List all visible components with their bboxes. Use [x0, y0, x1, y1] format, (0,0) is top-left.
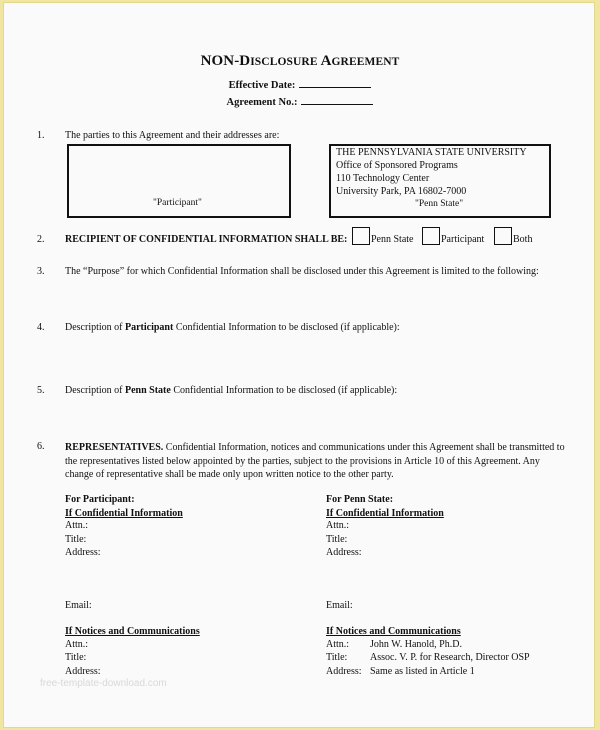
pennstate-notices-address-label: Address: [326, 666, 362, 677]
section-1-text: The parties to this Agreement and their addresses are: [65, 130, 280, 141]
pennstate-line-4: University Park, PA 16802-7000 [336, 186, 467, 197]
penn-state-checkbox-label: Penn State [371, 234, 414, 245]
participant-notices-heading: If Notices and Communications [65, 626, 200, 637]
agreement-no-line: Agreement No.: [0, 95, 600, 108]
participant-notices-attn-label: Attn.: [65, 639, 89, 650]
section-1-number: 1. [37, 130, 45, 141]
pennstate-box-label: "Penn State" [415, 199, 464, 209]
agreement-no-blank[interactable] [301, 95, 373, 105]
pennstate-attn-label: Attn.: [326, 520, 350, 531]
participant-confidential-heading: If Confidential Information [65, 508, 183, 519]
pennstate-notices-attn-label: Attn.: [326, 639, 350, 650]
both-checkbox-label: Both [513, 234, 533, 245]
pennstate-notices-attn-value: John W. Hanold, Ph.D. [370, 639, 462, 650]
section-5-number: 5. [37, 385, 45, 396]
for-pennstate-heading: For Penn State: [326, 494, 394, 505]
participant-title-label: Title: [65, 534, 87, 545]
participant-box-label: "Participant" [153, 198, 202, 208]
effective-date-line: Effective Date: [0, 78, 600, 91]
for-participant-heading: For Participant: [65, 494, 135, 505]
pennstate-confidential-heading: If Confidential Information [326, 508, 444, 519]
document-title: NON-DISCLOSURE AGREEMENT [200, 53, 400, 69]
participant-attn-label: Attn.: [65, 520, 89, 531]
document-page [4, 3, 594, 727]
pennstate-notices-address-value: Same as listed in Article 1 [370, 666, 475, 677]
penn-state-checkbox[interactable] [352, 227, 370, 245]
pennstate-title-label: Title: [326, 534, 348, 545]
participant-notices-address-label: Address: [65, 666, 101, 677]
effective-date-blank[interactable] [299, 78, 371, 88]
pennstate-notices-title-value: Assoc. V. P. for Research, Director OSP [370, 652, 530, 663]
participant-notices-title-label: Title: [65, 652, 87, 663]
participant-email-label: Email: [65, 600, 92, 611]
watermark: free-template-download.com [40, 678, 167, 689]
pennstate-notices-title-label: Title: [326, 652, 348, 663]
pennstate-line-3: 110 Technology Center [336, 173, 430, 184]
section-3-number: 3. [37, 266, 45, 277]
section-5-text: Description of Penn State Confidential Information to be disclosed (if applicable): [65, 385, 398, 396]
section-4-number: 4. [37, 322, 45, 333]
pennstate-address-label: Address: [326, 547, 362, 558]
section-2-text: RECIPIENT OF CONFIDENTIAL INFORMATION SHALL BE: [65, 234, 348, 245]
section-4-text: Description of Participant Confidential Information to be disclosed (if applicable): [65, 322, 400, 333]
participant-checkbox-label: Participant [441, 234, 485, 245]
pennstate-line-1: THE PENNSYLVANIA STATE UNIVERSITY [336, 147, 527, 158]
both-checkbox[interactable] [494, 227, 512, 245]
pennstate-email-label: Email: [326, 600, 353, 611]
section-6-number: 6. [37, 441, 45, 452]
section-3-text: The “Purpose” for which Confidential Information shall be disclosed under this Agreement is limited to the following: [65, 266, 539, 277]
pennstate-notices-heading: If Notices and Communications [326, 626, 461, 637]
section-6-text: REPRESENTATIVES. Confidential Information, notices and communications under this Agreement shall be transmitted to the representatives listed below appointed by the parties, subject to the provisions in Article 10 of this Agreement. Any change of representative shall be made only upon written notice to the other party. [65, 442, 565, 480]
participant-checkbox[interactable] [422, 227, 440, 245]
section-2-number: 2. [37, 234, 45, 245]
participant-address-label: Address: [65, 547, 101, 558]
pennstate-line-2: Office of Sponsored Programs [336, 160, 458, 171]
